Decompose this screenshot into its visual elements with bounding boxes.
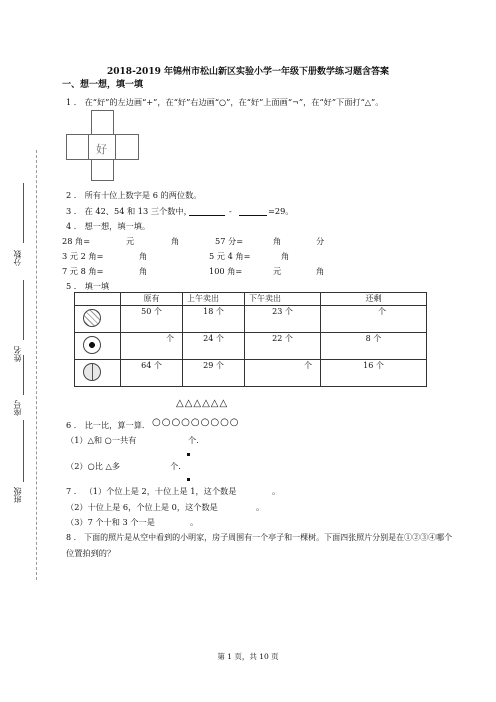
table-row	[75, 306, 427, 333]
q4-unit: 角	[139, 266, 148, 276]
volleyball-icon	[83, 309, 101, 327]
seat-number-label: 座号	[13, 400, 22, 416]
table-cell	[75, 360, 121, 387]
q4-unit: 角	[281, 251, 290, 261]
q4-unit: 角	[139, 251, 148, 261]
circle-row: ○○○○○○○○○	[152, 417, 240, 428]
question-6: 6 ． 比一比，算一算．	[66, 420, 151, 430]
question-6-2: （2）○比 △多	[66, 461, 121, 471]
question-3-minus: -	[229, 206, 232, 216]
hao-character: 好	[96, 143, 107, 156]
q4-unit: 角	[273, 236, 282, 246]
table-cell: 29 个	[183, 360, 245, 387]
answer-blank[interactable]	[189, 215, 225, 216]
table-cell: 50 个	[121, 306, 183, 333]
question-7-3: （3）7 个十和 3 个一是	[66, 517, 155, 527]
q4-unit: 角	[171, 236, 180, 246]
q4-text: 3 元 2 角=	[62, 251, 104, 261]
mark	[187, 453, 190, 456]
q4-unit: 元	[126, 236, 135, 246]
answer-blank[interactable]	[239, 215, 267, 216]
q4-text: 28 角=	[62, 236, 91, 246]
mark	[187, 478, 190, 481]
table-cell: 23 个	[245, 306, 321, 333]
table-row	[75, 333, 427, 360]
table-cell[interactable]: 个	[121, 333, 183, 360]
q4-unit: 角	[316, 266, 325, 276]
table-cell: 16 个	[321, 360, 427, 387]
q4-text: 57 分=	[215, 236, 244, 246]
table-cell: 22 个	[245, 333, 321, 360]
page-title: 2018-2019 年锦州市松山新区实验小学一年级下册数学练习题含答案	[107, 67, 389, 77]
period: 。	[190, 517, 199, 527]
grid-top-cell	[91, 110, 114, 135]
question-7-1: 7 ． （1）个位上是 2，十位上是 1，这个数是	[66, 486, 237, 496]
question-6-2-unit: 个．	[170, 461, 187, 471]
name-field[interactable]	[23, 280, 24, 340]
table-cell[interactable]: 个	[321, 306, 427, 333]
question-7-2: （2）十位上是 6，个位上是 0，这个数是	[66, 502, 218, 512]
basketball-icon	[83, 363, 101, 381]
binding-line	[36, 150, 37, 580]
name-label: 姓名	[13, 346, 22, 362]
table-cell: 24 个	[183, 333, 245, 360]
table-cell	[75, 306, 121, 333]
section-heading: 一、想一想，填一填	[62, 80, 144, 90]
grid-bottom-cell	[91, 159, 114, 181]
q4-unit: 分	[316, 236, 325, 246]
period: 。	[256, 502, 265, 512]
q4-unit: 元	[273, 266, 282, 276]
page-number: 第 1 页，共 10 页	[217, 652, 279, 661]
table-cell: 64 个	[121, 360, 183, 387]
table-header: 上午卖出	[183, 293, 245, 306]
grid-left-cell	[66, 134, 89, 160]
grid-right-cell	[115, 134, 139, 160]
table-header: 原有	[121, 293, 183, 306]
score-label: 分数	[13, 250, 22, 266]
question-1: 1 ． 在“好”的左边画“+”，在“好”右边画“○”，在“好”上面画“¬”，在“好”下面打“△”。	[66, 97, 384, 107]
table-cell: 8 个	[321, 333, 427, 360]
question-5: 5 ． 填一填	[66, 281, 110, 291]
question-8-line2: 位置拍到的？	[66, 548, 116, 558]
q4-text: 7 元 8 角=	[62, 266, 104, 276]
table-header: 下午卖出	[245, 293, 321, 306]
question-3-result: =29。	[268, 206, 294, 216]
question-2: 2 ． 所有十位上数字是 6 的两位数。	[66, 190, 202, 200]
table-cell[interactable]: 个	[245, 360, 321, 387]
question-6-1-unit: 个．	[188, 435, 205, 445]
question-3-text: 3 ． 在 42、54 和 13 三个数中，	[66, 206, 192, 216]
triangle-row: △△△△△△	[176, 398, 229, 409]
soccer-ball-icon	[83, 336, 101, 354]
class-field[interactable]	[23, 420, 24, 482]
class-label: 班级	[13, 487, 22, 503]
q4-text: 100 角=	[209, 266, 243, 276]
table-cell	[75, 333, 121, 360]
score-field[interactable]	[23, 183, 24, 243]
table-row	[75, 360, 427, 387]
period: 。	[272, 486, 281, 496]
table-header-row	[75, 293, 427, 306]
table-header: 还剩	[321, 293, 427, 306]
question-4: 4 ． 想一想，填一填。	[66, 221, 151, 231]
seat-field[interactable]	[23, 355, 24, 395]
sales-table	[74, 292, 427, 387]
table-cell: 18 个	[183, 306, 245, 333]
question-6-1: （1）△和 ○一共有	[66, 435, 137, 445]
q4-text: 5 元 4 角=	[209, 251, 251, 261]
question-8-line1: 8 ． 下面的照片是从空中看到的小明家，房子周围有一个亭子和一棵树。下面四张照片分别是在①②③④哪个	[66, 533, 453, 542]
table-header	[75, 293, 121, 306]
